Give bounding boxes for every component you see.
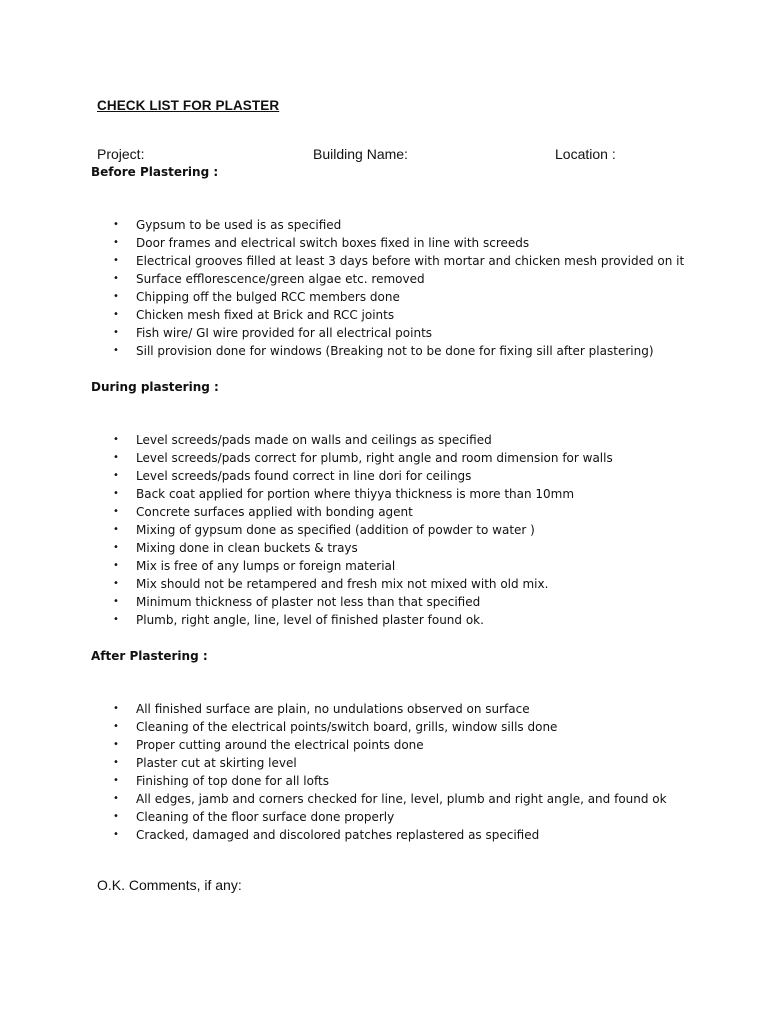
checklist-item (0, 216, 684, 234)
document-title: CHECK LIST FOR PLASTER (97, 98, 280, 113)
bullet-icon: • (113, 524, 119, 535)
checklist-item-text: Level screeds/pads made on walls and ceilings as specified (136, 433, 492, 447)
checklist-item (0, 611, 613, 629)
checklist-item (0, 252, 684, 270)
checklist-item (0, 790, 667, 808)
checklist-item-text: Fish wire/ GI wire provided for all electrical points (136, 326, 433, 340)
project-label: Project: (97, 146, 145, 162)
checklist-item-text: Proper cutting around the electrical points done (136, 738, 424, 752)
checklist-item-text: Plumb, right angle, line, level of finished plaster found ok. (136, 613, 484, 627)
checklist-item (0, 503, 613, 521)
checklist-item-text: Chipping off the bulged RCC members done (136, 290, 400, 304)
bullet-icon: • (113, 345, 119, 356)
checklist-item-text: Mixing of gypsum done as specified (addition of powder to water ) (136, 523, 535, 537)
checklist-item (0, 718, 667, 736)
bullet-icon: • (113, 255, 119, 266)
checklist-item (0, 557, 613, 575)
checklist-item-text: Electrical grooves filled at least 3 days before with mortar and chicken mesh provided on it (136, 254, 685, 268)
bullet-icon: • (113, 237, 119, 248)
bullet-icon: • (113, 560, 119, 571)
bullet-icon: • (113, 470, 119, 481)
checklist-item (0, 772, 667, 790)
checklist-item-text: Mixing done in clean buckets & trays (136, 541, 358, 555)
checklist-item-text: Gypsum to be used is as specified (136, 218, 342, 232)
checklist-item (0, 449, 613, 467)
before-plastering-heading: Before Plastering : (91, 165, 219, 179)
checklist-item (0, 754, 667, 772)
checklist-item-text: Cleaning of the floor surface done properly (136, 810, 395, 824)
bullet-icon: • (113, 703, 119, 714)
checklist-item-text: Cracked, damaged and discolored patches replastered as specified (136, 828, 540, 842)
checklist-item (0, 306, 684, 324)
bullet-icon: • (113, 829, 119, 840)
building-name-label: Building Name: (313, 146, 408, 162)
checklist-item-text: Concrete surfaces applied with bonding agent (136, 505, 413, 519)
bullet-icon: • (113, 739, 119, 750)
checklist-item-text: All edges, jamb and corners checked for line, level, plumb and right angle, and found ok (136, 792, 667, 806)
checklist-item-text: Finishing of top done for all lofts (136, 774, 329, 788)
checklist-item (0, 485, 613, 503)
checklist-item-text: Minimum thickness of plaster not less than that specified (136, 595, 481, 609)
after-plastering-heading: After Plastering : (91, 649, 208, 663)
checklist-item (0, 270, 684, 288)
bullet-icon: • (113, 309, 119, 320)
checklist-item (0, 342, 684, 360)
during-plastering-list (0, 431, 613, 629)
checklist-item-text: Chicken mesh fixed at Brick and RCC joints (136, 308, 395, 322)
checklist-item (0, 736, 667, 754)
bullet-icon: • (113, 793, 119, 804)
bullet-icon: • (113, 506, 119, 517)
bullet-icon: • (113, 596, 119, 607)
checklist-item (0, 324, 684, 342)
checklist-item-text: All finished surface are plain, no undulations observed on surface (136, 702, 530, 716)
bullet-icon: • (113, 452, 119, 463)
checklist-item (0, 539, 613, 557)
checklist-item (0, 288, 684, 306)
checklist-item (0, 431, 613, 449)
checklist-item-text: Plaster cut at skirting level (136, 756, 297, 770)
bullet-icon: • (113, 614, 119, 625)
bullet-icon: • (113, 327, 119, 338)
bullet-icon: • (113, 578, 119, 589)
after-plastering-list (0, 700, 667, 844)
checklist-item-text: Level screeds/pads found correct in line dori for ceilings (136, 469, 472, 483)
bullet-icon: • (113, 219, 119, 230)
checklist-item (0, 826, 667, 844)
checklist-item-text: Cleaning of the electrical points/switch board, grills, window sills done (136, 720, 558, 734)
checklist-item (0, 700, 667, 718)
bullet-icon: • (113, 434, 119, 445)
bullet-icon: • (113, 488, 119, 499)
checklist-item (0, 234, 684, 252)
checklist-item (0, 808, 667, 826)
checklist-item-text: Level screeds/pads correct for plumb, right angle and room dimension for walls (136, 451, 613, 465)
bullet-icon: • (113, 291, 119, 302)
bullet-icon: • (113, 721, 119, 732)
bullet-icon: • (113, 811, 119, 822)
checklist-item-text: Surface efflorescence/green algae etc. removed (136, 272, 425, 286)
before-plastering-list (0, 216, 684, 360)
checklist-item (0, 575, 613, 593)
bullet-icon: • (113, 775, 119, 786)
checklist-item-text: Mix should not be retampered and fresh mix not mixed with old mix. (136, 577, 549, 591)
comments-label: O.K. Comments, if any: (97, 877, 242, 893)
bullet-icon: • (113, 757, 119, 768)
checklist-item (0, 521, 613, 539)
checklist-item-text: Door frames and electrical switch boxes fixed in line with screeds (136, 236, 530, 250)
during-plastering-heading: During plastering : (91, 380, 219, 394)
checklist-item-text: Sill provision done for windows (Breaking not to be done for fixing sill after plastering) (136, 344, 654, 358)
bullet-icon: • (113, 542, 119, 553)
checklist-item (0, 593, 613, 611)
checklist-item-text: Back coat applied for portion where thiyya thickness is more than 10mm (136, 487, 575, 501)
bullet-icon: • (113, 273, 119, 284)
location-label: Location : (555, 146, 616, 162)
checklist-item (0, 467, 613, 485)
checklist-item-text: Mix is free of any lumps or foreign material (136, 559, 396, 573)
